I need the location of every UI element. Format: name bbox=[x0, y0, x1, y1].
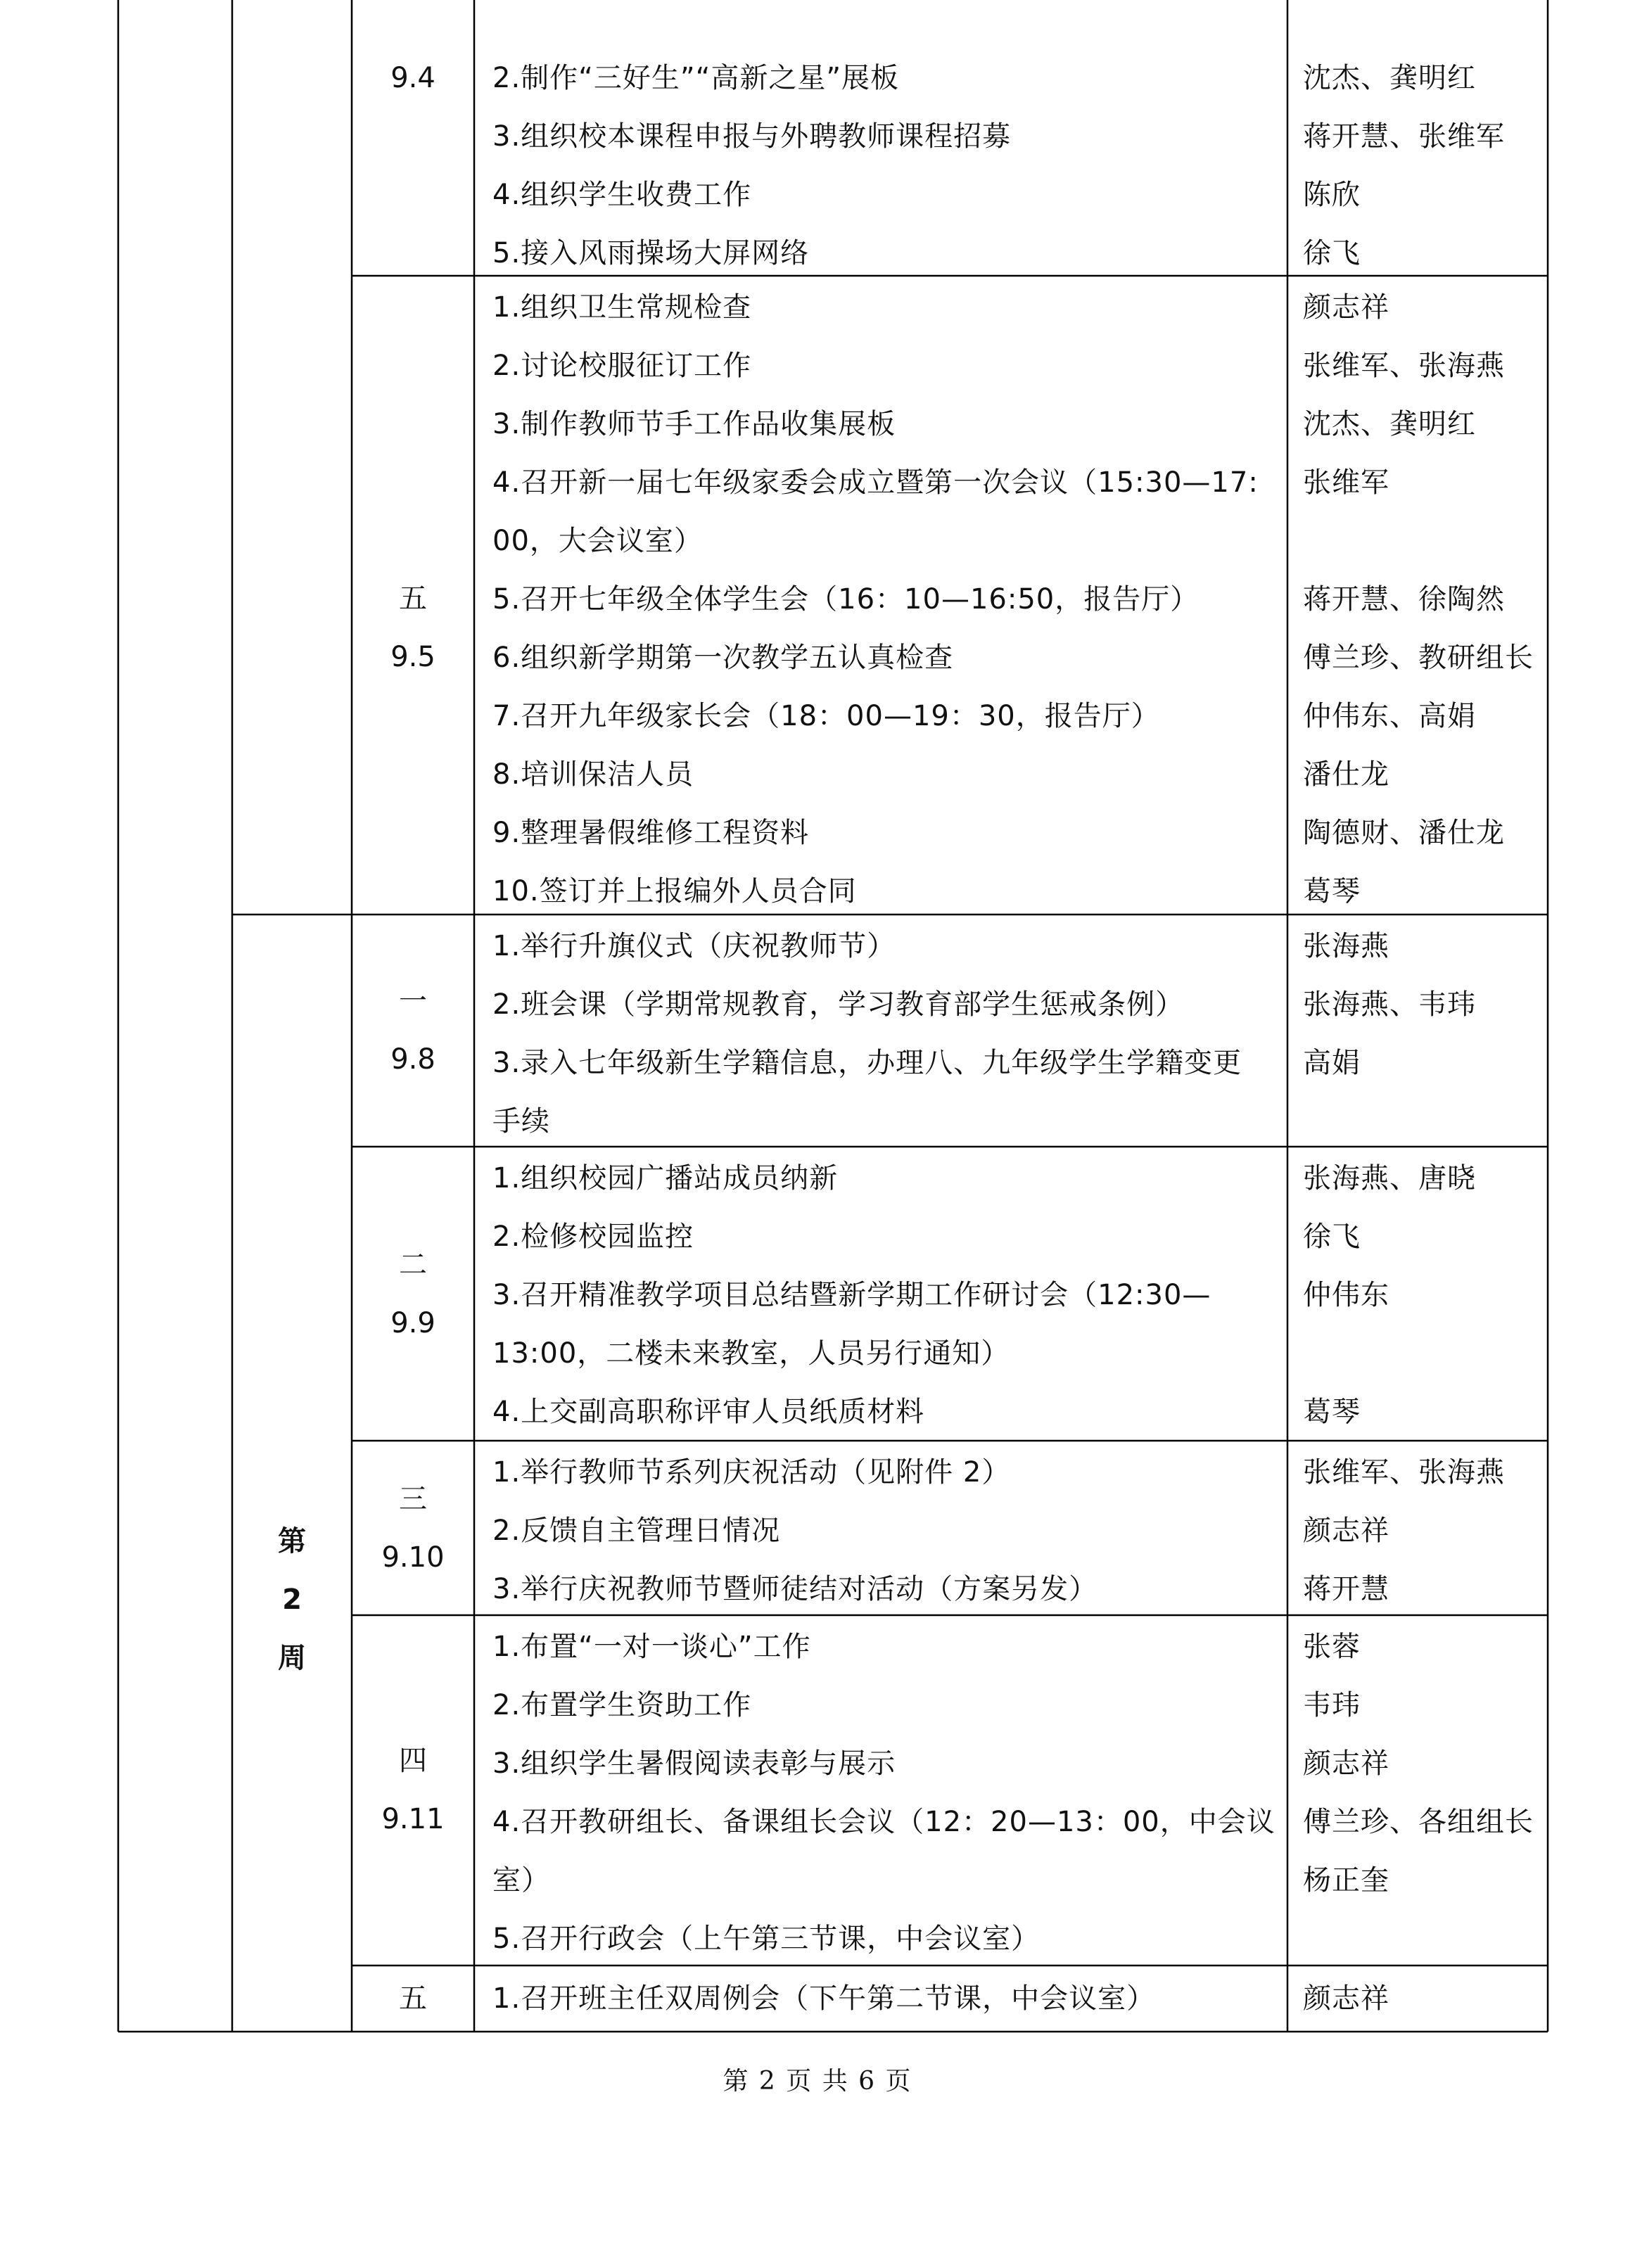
persons-list bbox=[1303, 1444, 1505, 1619]
day-cell bbox=[352, 1732, 474, 1849]
list-item: 5.召开行政会（上午第三节课，中会议室） bbox=[492, 1923, 1041, 1955]
list-item: 2.反馈自主管理日情况 bbox=[492, 1515, 781, 1547]
person-item bbox=[1303, 1910, 1534, 1968]
person-item: 张蓉 bbox=[1303, 1631, 1361, 1663]
page-number: 第 2 页 共 6 页 bbox=[723, 2067, 912, 2096]
person-item: 杨正奎 bbox=[1303, 1864, 1389, 1897]
persons-list bbox=[1303, 49, 1505, 283]
person-item: 葛琴 bbox=[1303, 875, 1361, 907]
day-cell bbox=[352, 972, 474, 1089]
list-item: 9.整理暑假维修工程资料 bbox=[492, 817, 810, 849]
list-item: 4.组织学生收费工作 bbox=[492, 179, 752, 211]
day-cell bbox=[352, 49, 474, 108]
list-item: 3.组织校本课程申报与外聘教师课程招募 bbox=[492, 120, 1012, 153]
person-item: 张海燕、韦玮 bbox=[1303, 988, 1476, 1021]
person-item: 颜志祥 bbox=[1303, 1515, 1389, 1547]
persons-list bbox=[1303, 279, 1534, 921]
list-item: 3.召开精准教学项目总结暨新学期工作研讨会（12:30— bbox=[492, 1279, 1211, 1311]
date-label: 9.4 bbox=[390, 62, 435, 94]
week-label-char: 第 bbox=[278, 1525, 306, 1557]
person-item: 蒋开慧、张维军 bbox=[1303, 120, 1505, 153]
person-item: 蒋开慧 bbox=[1303, 1573, 1389, 1605]
list-item: 1.布置“一对一谈心”工作 bbox=[492, 1631, 811, 1663]
list-item: 4.上交副高职称评审人员纸质材料 bbox=[492, 1396, 925, 1428]
person-item: 颜志祥 bbox=[1303, 1747, 1389, 1780]
person-item bbox=[1303, 512, 1534, 571]
person-item: 张海燕 bbox=[1303, 930, 1389, 962]
list-item: 2.检修校园监控 bbox=[492, 1221, 694, 1253]
list-item: 13:00，二楼未来教室，人员另行通知） bbox=[492, 1337, 1010, 1370]
date-label: 9.11 bbox=[381, 1803, 445, 1835]
items-list bbox=[492, 1618, 1275, 1968]
list-item: 1.组织校园广播站成员纳新 bbox=[492, 1162, 839, 1194]
list-item: 2.制作“三好生”“高新之星”展板 bbox=[492, 62, 900, 94]
person-item: 蒋开慧、徐陶然 bbox=[1303, 583, 1505, 616]
items-list bbox=[492, 49, 1011, 283]
list-item: 1.召开班主任双周例会（下午第二节课，中会议室） bbox=[492, 1982, 1156, 2015]
day-cell bbox=[352, 1470, 474, 1587]
date-label: 9.9 bbox=[390, 1307, 435, 1339]
person-item: 仲伟东 bbox=[1303, 1279, 1389, 1311]
person-item: 傅兰珍、教研组长 bbox=[1303, 642, 1534, 674]
person-item: 张维军、张海燕 bbox=[1303, 1456, 1505, 1489]
person-item: 颜志祥 bbox=[1303, 1982, 1389, 2015]
weekday-label: 五 bbox=[399, 582, 427, 615]
list-item: 3.录入七年级新生学籍信息，办理八、九年级学生学籍变更 bbox=[492, 1047, 1242, 1079]
person-item: 沈杰、龚明红 bbox=[1303, 62, 1476, 94]
person-item: 徐飞 bbox=[1303, 237, 1361, 269]
list-item: 3.制作教师节手工作品收集展板 bbox=[492, 408, 896, 440]
date-label: 9.5 bbox=[390, 641, 435, 673]
persons-list bbox=[1303, 1149, 1476, 1441]
weekday-label: 二 bbox=[399, 1249, 427, 1281]
items-list bbox=[492, 1444, 1098, 1619]
list-item: 2.布置学生资助工作 bbox=[492, 1689, 752, 1721]
list-item: 1.举行教师节系列庆祝活动（见附件 2） bbox=[492, 1456, 1011, 1489]
person-item: 葛琴 bbox=[1303, 1396, 1361, 1428]
items-list bbox=[492, 279, 1259, 921]
list-item: 7.召开九年级家长会（18：00—19：30，报告厅） bbox=[492, 700, 1160, 732]
person-item: 陈欣 bbox=[1303, 179, 1361, 211]
persons-list bbox=[1303, 917, 1476, 1151]
persons-list bbox=[1303, 1970, 1389, 2028]
weekday-label: 四 bbox=[399, 1745, 427, 1777]
list-item: 6.组织新学期第一次教学五认真检查 bbox=[492, 642, 954, 674]
person-item: 韦玮 bbox=[1303, 1689, 1361, 1721]
person-item: 仲伟东、高娟 bbox=[1303, 700, 1476, 732]
list-item: 5.接入风雨操场大屏网络 bbox=[492, 237, 810, 269]
person-item: 张维军 bbox=[1303, 466, 1389, 499]
day-cell bbox=[352, 1970, 474, 2028]
items-list bbox=[492, 917, 1242, 1151]
person-item bbox=[1303, 1092, 1476, 1151]
person-item bbox=[1303, 1325, 1476, 1383]
date-label: 9.8 bbox=[390, 1043, 435, 1076]
items-list bbox=[492, 1970, 1155, 2028]
list-item: 10.签订并上报编外人员合同 bbox=[492, 875, 857, 907]
items-list bbox=[492, 1149, 1211, 1441]
list-item: 00，大会议室） bbox=[492, 525, 703, 557]
person-item: 高娟 bbox=[1303, 1047, 1361, 1079]
person-item: 傅兰珍、各组组长 bbox=[1303, 1806, 1534, 1838]
date-label: 9.10 bbox=[381, 1541, 445, 1574]
list-item: 3.组织学生暑假阅读表彰与展示 bbox=[492, 1747, 896, 1780]
list-item: 4.召开教研组长、备课组长会议（12：20—13：00，中会议 bbox=[492, 1806, 1275, 1838]
persons-list bbox=[1303, 1618, 1534, 1968]
person-item: 徐飞 bbox=[1303, 1221, 1361, 1253]
list-item: 手续 bbox=[492, 1105, 550, 1138]
day-cell bbox=[352, 570, 474, 687]
list-item: 1.举行升旗仪式（庆祝教师节） bbox=[492, 930, 896, 962]
weekday-label: 五 bbox=[399, 1982, 427, 2015]
person-item: 颜志祥 bbox=[1303, 291, 1389, 324]
week-label-char: 周 bbox=[278, 1642, 306, 1674]
list-item: 1.组织卫生常规检查 bbox=[492, 291, 752, 324]
list-item: 4.召开新一届七年级家委会成立暨第一次会议（15:30—17: bbox=[492, 466, 1259, 499]
week-label-num: 2 bbox=[282, 1584, 302, 1616]
weekday-label: 一 bbox=[399, 985, 427, 1017]
list-item: 室） bbox=[492, 1864, 550, 1897]
list-item: 5.召开七年级全体学生会（16：10—16:50，报告厅） bbox=[492, 583, 1200, 616]
list-item: 8.培训保洁人员 bbox=[492, 758, 694, 791]
person-item: 潘仕龙 bbox=[1303, 758, 1389, 791]
day-cell bbox=[352, 1236, 474, 1353]
list-item: 3.举行庆祝教师节暨师徒结对活动（方案另发） bbox=[492, 1573, 1098, 1605]
weekday-label: 三 bbox=[399, 1483, 427, 1515]
person-item: 张海燕、唐晓 bbox=[1303, 1162, 1476, 1194]
person-item: 沈杰、龚明红 bbox=[1303, 408, 1476, 440]
week-label bbox=[232, 1512, 352, 1688]
person-item: 陶德财、潘仕龙 bbox=[1303, 817, 1505, 849]
person-item: 张维军、张海燕 bbox=[1303, 350, 1505, 382]
list-item: 2.班会课（学期常规教育，学习教育部学生惩戒条例） bbox=[492, 988, 1185, 1021]
list-item: 2.讨论校服征订工作 bbox=[492, 350, 752, 382]
